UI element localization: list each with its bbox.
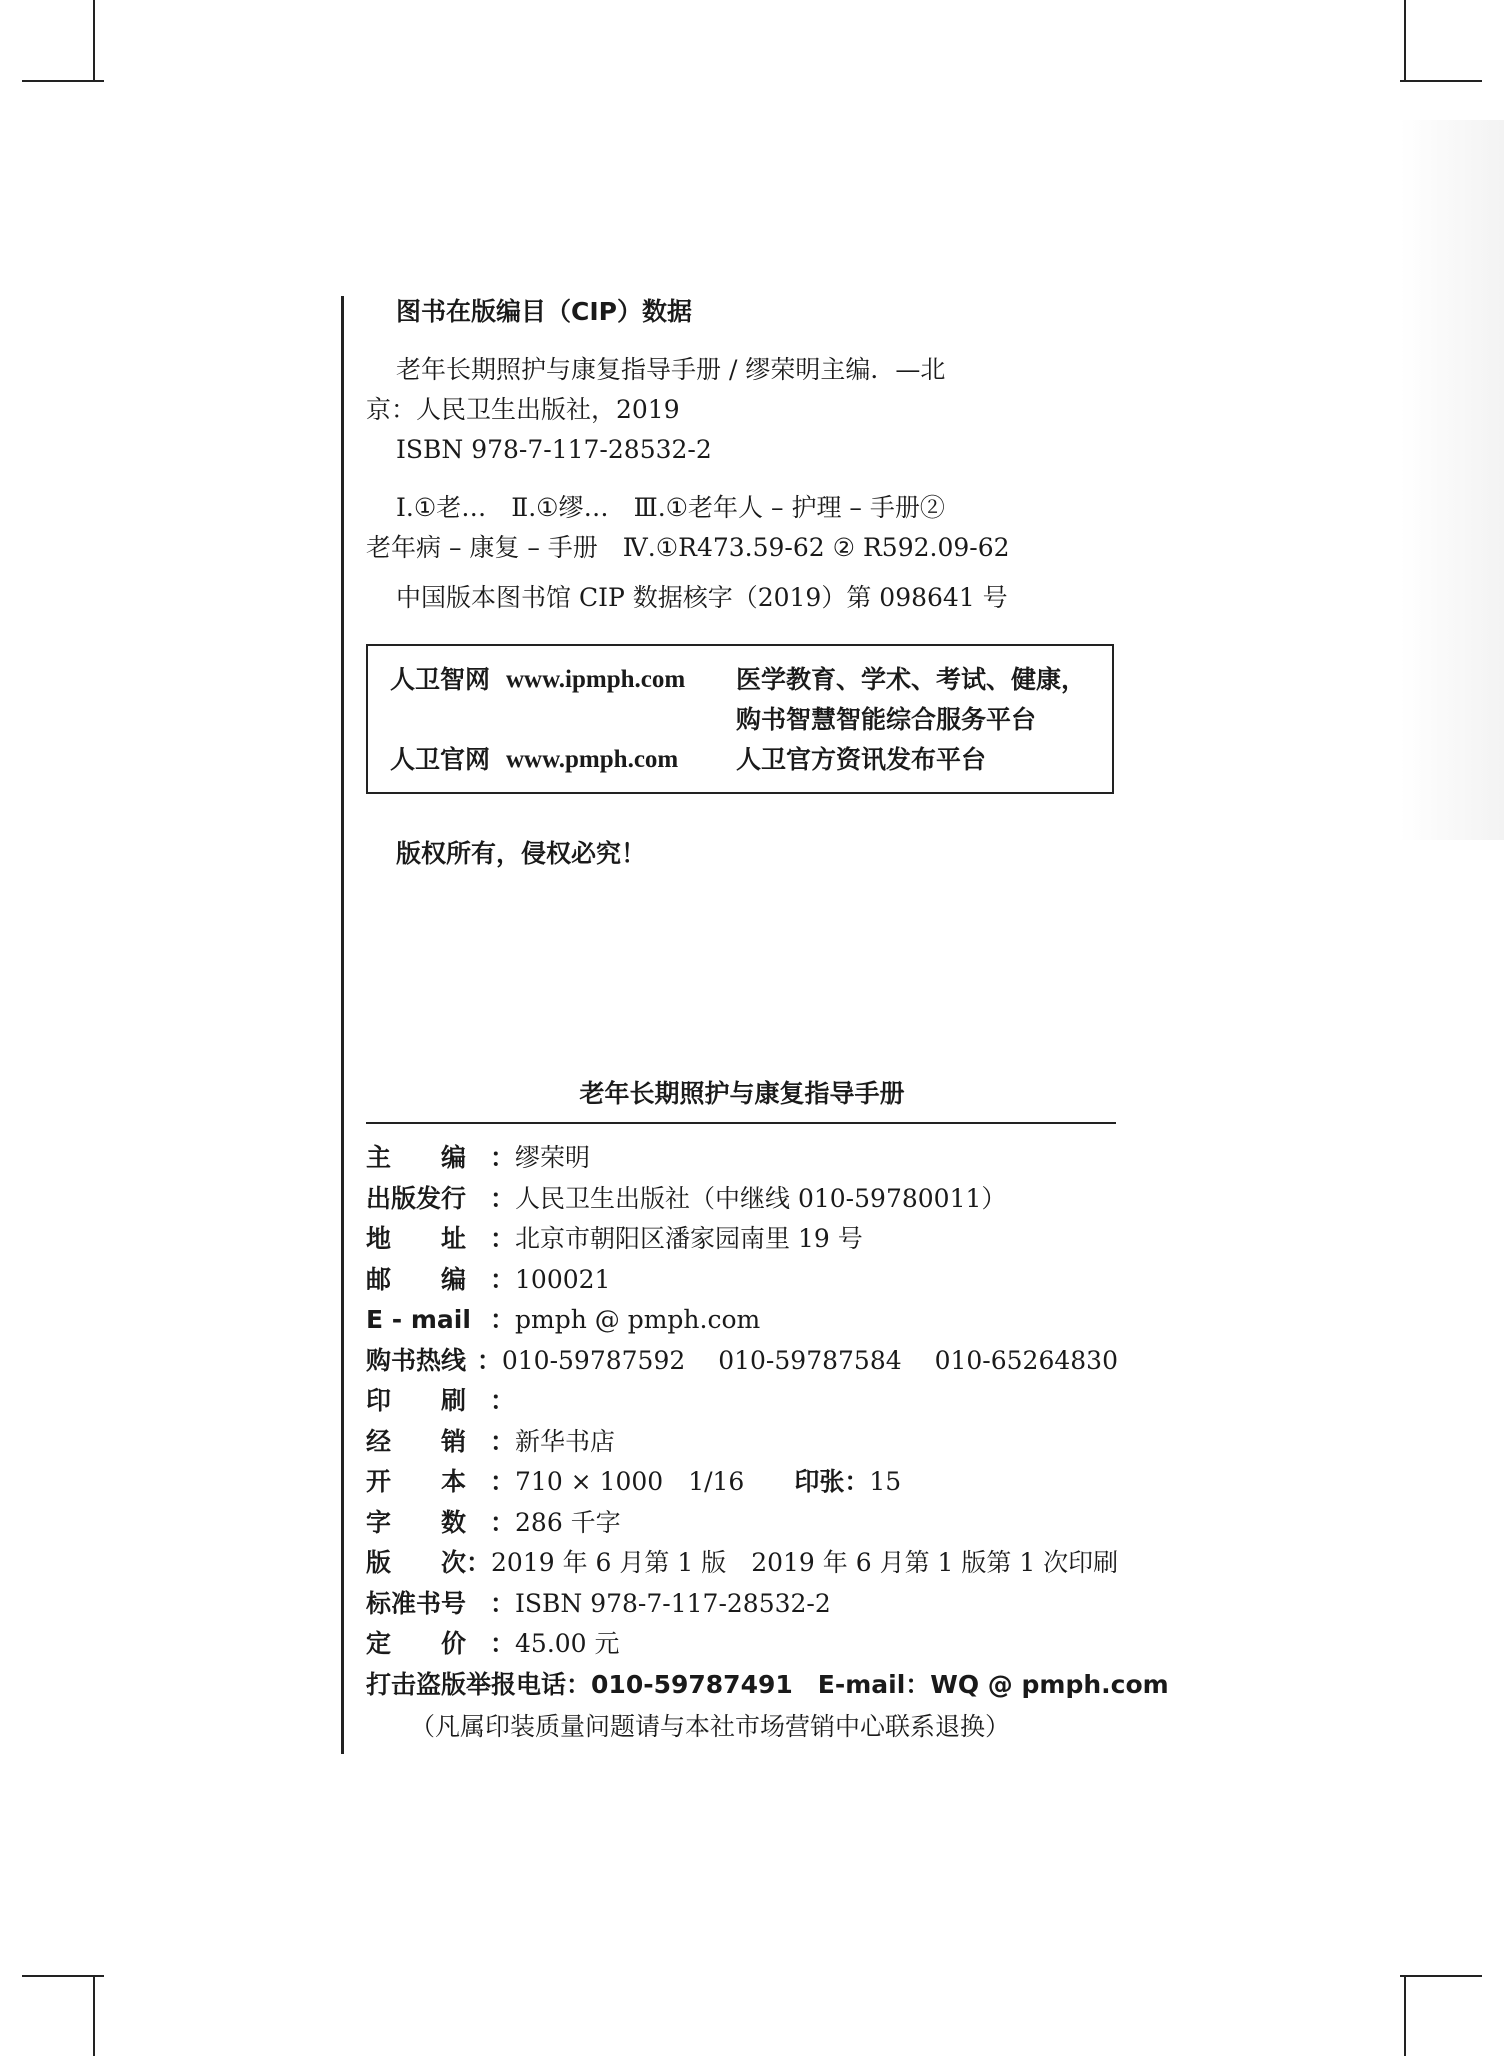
website-desc: 医学教育、学术、考试、健康， [736,665,1087,694]
piracy-label: 打击盗版举报电话 [366,1669,567,1699]
website-desc: 购书智慧智能综合服务平台 [736,705,1037,734]
piracy-hotline-row: 打击盗版举报电话 ： 010-59787491 E-mail：WQ @ pmph.com [366,1665,1118,1706]
website-box [366,644,1114,794]
row-label: 出版发行 [366,1183,467,1213]
website-row [368,740,1112,780]
cip-title-line-1: 老年长期照护与康复指导手册 / 缪荣明主编．—北 [396,355,946,384]
row-label: 开 本 [366,1467,467,1496]
cip-heading: 图书在版编目（CIP）数据 [396,297,692,326]
website-name: 人卫官网 [390,745,491,774]
crop-mark [22,1975,104,1977]
cip-title-line-2: 京：人民卫生出版社，2019 [366,395,680,424]
website-row [368,660,1112,700]
cip-library-note: 中国版本图书馆 CIP 数据核字（2019）第 098641 号 [396,583,1008,612]
row-label: 主 编 [366,1143,467,1172]
website-name: 人卫智网 [390,665,491,694]
colophon-row: 印 刷 ： [366,1381,1118,1422]
crop-mark [22,80,104,82]
cip-isbn: ISBN 978-7-117-28532-2 [396,435,712,464]
copyright-notice: 版权所有，侵权必究！ [396,839,647,868]
row-value [515,1381,1118,1422]
website-row-continued [368,700,1112,740]
row-label: 标准书号 [366,1588,467,1618]
row-label: 购书热线 [366,1345,467,1375]
crop-mark [1400,1975,1482,1977]
crop-mark [93,1975,95,2056]
row-label: 版 次 [366,1548,467,1577]
crop-mark [1404,1975,1406,2056]
title-rule [366,1122,1116,1124]
row-value: 010-59787592 010-59787584 010-65264830 [501,1345,1118,1375]
colophon-row: 邮 编 ： 100021 [366,1260,1118,1301]
row-label: 印 刷 [366,1386,467,1415]
colophon-row: 出版发行 ： 人民卫生出版社（中继线 010-59780011） [366,1179,1118,1220]
colophon-row: 地 址 ： 北京市朝阳区潘家园南里 19 号 [366,1219,1118,1260]
colophon-row: E - mail ： pmph @ pmph.com [366,1300,1118,1341]
row-value: 北京市朝阳区潘家园南里 19 号 [515,1224,863,1253]
piracy-value: 010-59787491 E-mail：WQ @ pmph.com [591,1669,1169,1699]
row-value: 新华书店 [515,1426,616,1456]
row-value: ISBN 978-7-117-28532-2 [515,1588,831,1618]
book-title: 老年长期照护与康复指导手册 [579,1079,905,1108]
colophon-row: 定 价 ： 45.00 元 [366,1624,1118,1665]
website-desc: 人卫官方资讯发布平台 [736,745,987,774]
crop-mark [1404,0,1406,82]
crop-mark [93,0,95,82]
colophon-row: 开 本 ： 710 × 1000 1/16 印张 ： 15 [366,1462,1118,1503]
row-extra-value: 15 [869,1467,902,1496]
row-value: 45.00 元 [515,1629,620,1658]
crop-mark [1400,80,1482,82]
colophon-row: 字 数 ： 286 千字 [366,1503,1118,1544]
row-label: 定 价 [366,1629,467,1658]
row-label: 地 址 [366,1224,467,1253]
row-value[interactable]: pmph @ pmph.com [515,1305,761,1334]
row-label: 字 数 [366,1507,467,1537]
row-value: 缪荣明 [515,1143,591,1172]
row-label: 邮 编 [366,1264,467,1294]
colophon-row: 版 次 ： 2019 年 6 月第 1 版 2019 年 6 月第 1 版第 1 次印刷 [366,1543,1118,1584]
colophon-row: 经 销 ： 新华书店 [366,1422,1118,1463]
colophon-row: 主 编 ： 缪荣明 [366,1138,1118,1179]
colophon-row: 标准书号 ： ISBN 978-7-117-28532-2 [366,1584,1118,1625]
margin-rule [341,296,344,1754]
row-value: 人民卫生出版社（中继线 010-59780011） [515,1183,1007,1213]
cip-subject-line-2: 老年病 – 康复 – 手册 Ⅳ.①R473.59-62 ② R592.09-62 [366,533,1010,562]
row-value: 286 千字 [515,1507,621,1537]
quality-note: （凡属印装质量问题请与本社市场营销中心联系退换） [410,1712,1011,1741]
row-extra-label: 印张 [794,1467,845,1496]
row-label: 经 销 [366,1426,467,1456]
row-value: 100021 [515,1264,611,1294]
copyright-page-column [366,292,1169,1747]
row-value: 2019 年 6 月第 1 版 2019 年 6 月第 1 版第 1 次印刷 [491,1548,1119,1577]
colophon-row: 购书热线 ： 010-59787592 010-59787584 010-65264830 [366,1341,1118,1382]
page-edge-shadow [1400,120,1504,840]
row-label: E - mail [366,1305,471,1334]
website-url[interactable]: www.ipmph.com [506,666,686,693]
website-url[interactable]: www.pmph.com [506,746,679,773]
row-value: 710 × 1000 1/16 [515,1467,795,1496]
cip-subject-line-1: Ⅰ.①老… Ⅱ.①缪… Ⅲ.①老年人 – 护理 – 手册② [396,493,945,522]
